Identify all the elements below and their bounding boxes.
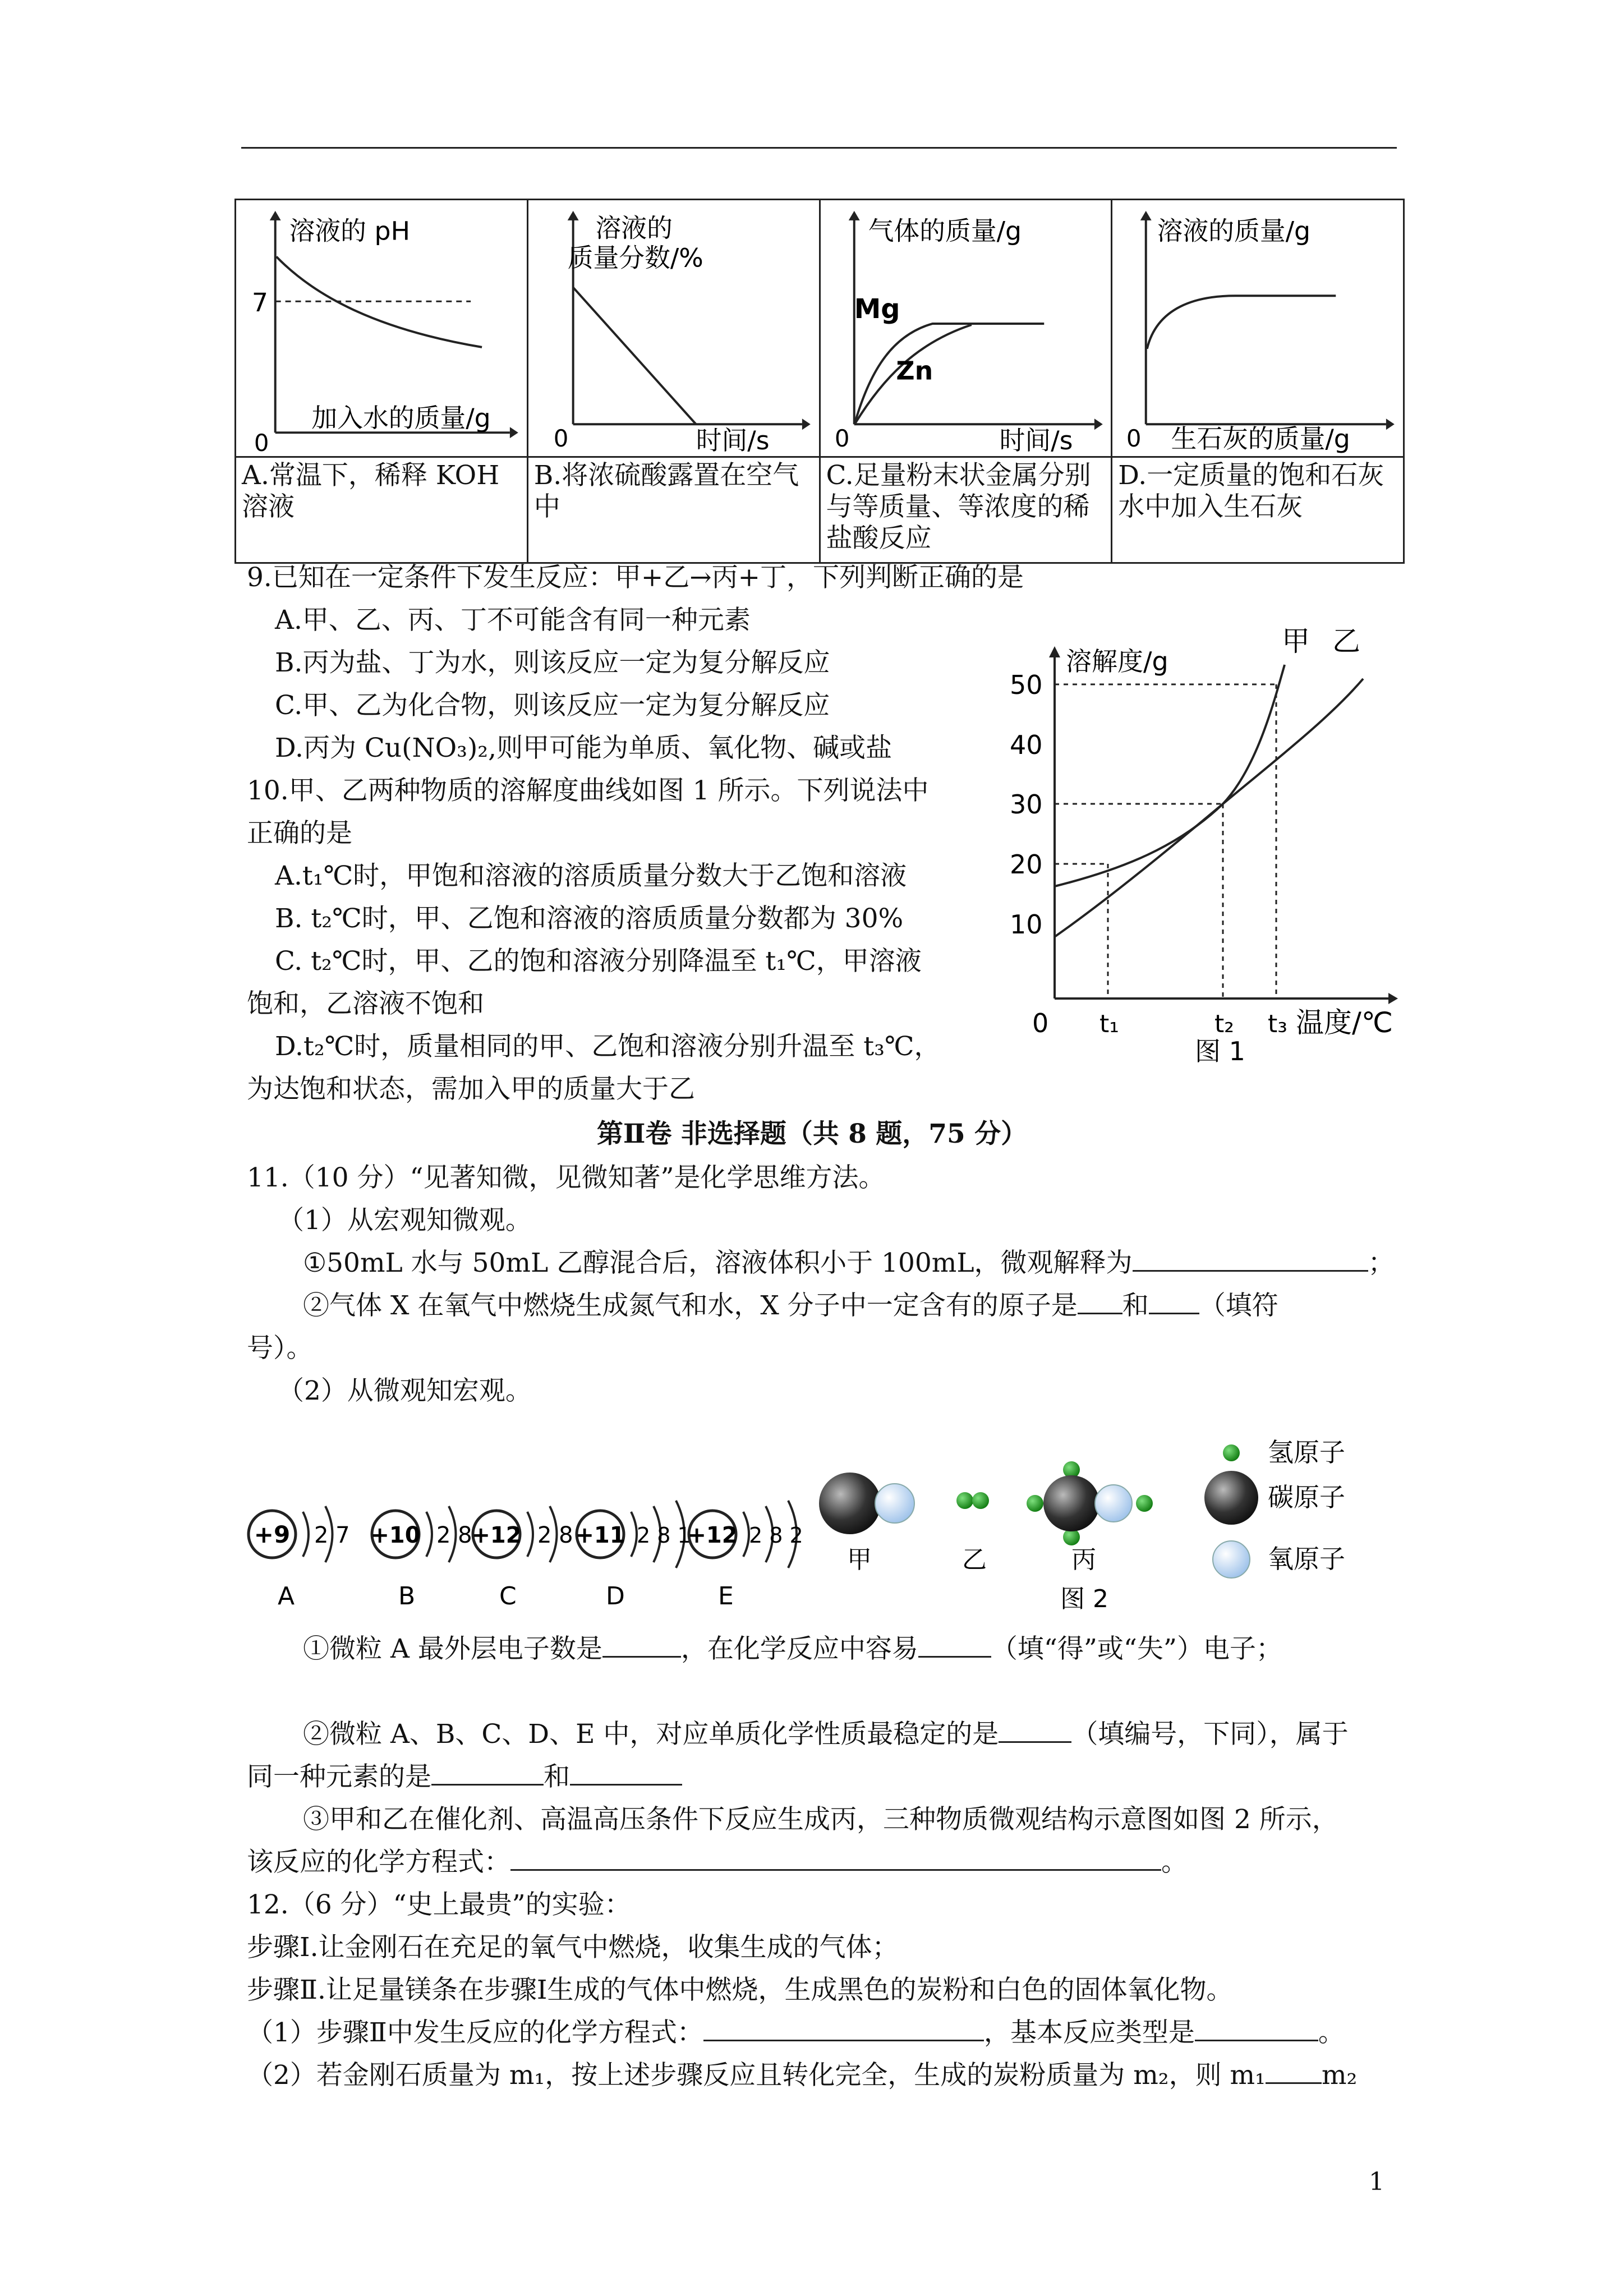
atom-structure-b bbox=[370, 1506, 472, 1611]
q11-blank-element1[interactable] bbox=[431, 1761, 544, 1786]
graph-d-ylabel: 溶液的质量/g bbox=[1157, 215, 1311, 246]
atom-d-shells: 2 8 1 bbox=[637, 1523, 691, 1548]
q12-stem: 12.（6 分）“史上最贵”的实验： bbox=[247, 1889, 631, 1920]
graph-a bbox=[236, 200, 527, 456]
graph-c-origin: 0 bbox=[834, 425, 849, 453]
q10-option-a: A.t₁℃时，甲饱和溶液的溶质质量分数大于乙饱和溶液 bbox=[275, 861, 907, 891]
figure-2 bbox=[241, 1425, 1408, 1627]
atom-b-label: B bbox=[398, 1582, 416, 1611]
molecule-bing-label: 丙 bbox=[1071, 1545, 1096, 1574]
q12-blank-reaction-type[interactable] bbox=[1195, 2017, 1318, 2041]
fig2-legend bbox=[1204, 1437, 1345, 1578]
fig1-series-jia: 甲 bbox=[1282, 625, 1310, 657]
q12-part2 bbox=[247, 2059, 1357, 2092]
fig1-ytick-30: 30 bbox=[1010, 789, 1043, 820]
q11-part2-2-line2 bbox=[247, 1760, 682, 1794]
curve-jia bbox=[1055, 665, 1285, 886]
q12-step2: 步骤Ⅱ.让足量镁条在步骤Ⅰ生成的气体中燃烧，生成黑色的炭粉和白色的固体氧化物。 bbox=[247, 1975, 1233, 2005]
q11-part2-2-mid: （填编号，下同），属于 bbox=[1071, 1719, 1349, 1750]
atom-b-shells: 2 8 bbox=[436, 1522, 472, 1548]
q12-part2-text: （2）若金刚石质量为 m₁，按上述步骤反应且转化完全，生成的炭粉质量为 m₂，则 m₁ bbox=[247, 2060, 1266, 2091]
atom-structure-a bbox=[249, 1506, 350, 1611]
graph-cell-c bbox=[820, 200, 1112, 457]
q12-part1-end: 。 bbox=[1318, 2017, 1345, 2048]
header-rule bbox=[241, 147, 1397, 149]
q11-part2: （2）从微观知宏观。 bbox=[278, 1375, 532, 1406]
q11-part2-1 bbox=[303, 1632, 1282, 1666]
figure-1-solubility-chart bbox=[999, 606, 1402, 1066]
graph-cell-d bbox=[1112, 200, 1404, 457]
graph-c-mg-label: Mg bbox=[854, 294, 900, 325]
graph-options-table bbox=[234, 199, 1405, 564]
graph-c-zn-label: Zn bbox=[895, 355, 933, 386]
fig2-caption: 图 2 bbox=[1060, 1585, 1108, 1613]
atom-structure-d bbox=[575, 1501, 691, 1611]
atom-d-nucleus: +11 bbox=[575, 1522, 625, 1548]
graph-b-origin: 0 bbox=[553, 425, 569, 453]
q11-part2-1-end: （填“得”或“失”）电子； bbox=[991, 1634, 1282, 1664]
q10-option-c-1: C. t₂℃时，甲、乙的饱和溶液分别降温至 t₁℃，甲溶液 bbox=[275, 946, 922, 977]
graph-b-ylabel-2: 质量分数/% bbox=[567, 242, 703, 273]
fig1-ylabel: 溶解度/g bbox=[1066, 646, 1168, 677]
fig1-origin: 0 bbox=[1032, 1008, 1049, 1038]
q11-part1-2 bbox=[303, 1289, 1278, 1323]
legend-oxygen: 氧原子 bbox=[1268, 1544, 1345, 1574]
q10-option-d-1: D.t₂℃时，质量相同的甲、乙饱和溶液分别升温至 t₃℃， bbox=[275, 1031, 941, 1062]
fig1-xtick-t1: t₁ bbox=[1099, 1010, 1119, 1038]
caption-d: D.一定质量的饱和石灰水中加入生石灰 bbox=[1112, 457, 1404, 563]
molecule-bing bbox=[1027, 1461, 1153, 1574]
q10-stem-2: 正确的是 bbox=[247, 818, 352, 849]
molecule-yi bbox=[956, 1492, 989, 1574]
fig1-xlabel: 温度/℃ bbox=[1296, 1006, 1393, 1039]
q11-part2-2-same: 同一种元素的是 bbox=[247, 1761, 431, 1792]
q11-part1-2-end: 号）。 bbox=[247, 1333, 313, 1364]
atom-d-label: D bbox=[606, 1582, 625, 1611]
q12-part1-mid: ，基本反应类型是 bbox=[983, 2017, 1195, 2048]
q11-stem: 11.（10 分）“见著知微，见微知著”是化学思维方法。 bbox=[247, 1162, 885, 1193]
atom-c-label: C bbox=[499, 1582, 517, 1611]
graph-d-origin: 0 bbox=[1126, 425, 1142, 453]
q11-part2-2-and: 和 bbox=[544, 1761, 570, 1792]
q11-part1-1-text: ①50mL 水与 50mL 乙醇混合后，溶液体积小于 100mL，微观解释为 bbox=[303, 1248, 1133, 1278]
atom-e-nucleus: +12 bbox=[687, 1522, 738, 1548]
fig1-xtick-t2: t₂ bbox=[1214, 1010, 1234, 1038]
q11-part1-2-and: 和 bbox=[1122, 1290, 1149, 1321]
caption-c: C.足量粉末状金属分别与等质量、等浓度的稀盐酸反应 bbox=[820, 457, 1112, 563]
atom-b-nucleus: +10 bbox=[370, 1522, 421, 1548]
q12-part1-text: （1）步骤Ⅱ中发生反应的化学方程式： bbox=[247, 2017, 703, 2048]
q9-stem: 9.已知在一定条件下发生反应：甲+乙→丙+丁，下列判断正确的是 bbox=[247, 562, 1024, 593]
q12-blank-compare[interactable] bbox=[1266, 2060, 1322, 2084]
q11-blank-stable[interactable] bbox=[999, 1719, 1071, 1743]
atom-a-nucleus: +9 bbox=[254, 1521, 291, 1548]
q11-part2-3: ③甲和乙在催化剂、高温高压条件下反应生成丙，三种物质微观结构示意图如图 2 所示， bbox=[303, 1804, 1338, 1835]
q11-part2-2-text: ②微粒 A、B、C、D、E 中，对应单质化学性质最稳定的是 bbox=[303, 1719, 999, 1750]
caption-b: B.将浓硫酸露置在空气中 bbox=[527, 457, 820, 563]
q11-blank-element2[interactable] bbox=[570, 1761, 682, 1786]
graph-a-ylabel: 溶液的 pH bbox=[289, 215, 411, 246]
q11-part1-2-hint: （填符 bbox=[1199, 1290, 1278, 1321]
q11-part1-1 bbox=[303, 1246, 1395, 1280]
curve-yi bbox=[1055, 679, 1363, 937]
q11-blank-gain-lose[interactable] bbox=[918, 1634, 991, 1658]
graph-c bbox=[821, 200, 1111, 456]
q11-part2-2 bbox=[303, 1718, 1349, 1751]
q11-part1: （1）从宏观知微观。 bbox=[278, 1205, 532, 1236]
molecule-jia bbox=[819, 1473, 914, 1574]
q9-option-a: A.甲、乙、丙、丁不可能含有同一种元素 bbox=[275, 605, 751, 636]
q10-option-d-2: 为达饱和状态，需加入甲的质量大于乙 bbox=[247, 1074, 695, 1105]
atom-c-nucleus: +12 bbox=[471, 1522, 522, 1548]
q11-part2-3-end: 。 bbox=[1161, 1847, 1188, 1878]
q10-option-b: B. t₂℃时，甲、乙饱和溶液的溶质质量分数都为 30% bbox=[275, 903, 904, 934]
molecule-yi-label: 乙 bbox=[962, 1545, 987, 1574]
q9-option-b: B.丙为盐、丁为水，则该反应一定为复分解反应 bbox=[275, 647, 830, 678]
atom-structure-c bbox=[471, 1506, 573, 1611]
atom-c-shells: 2 8 bbox=[537, 1522, 573, 1548]
graph-b bbox=[528, 200, 819, 456]
q10-stem-1: 10.甲、乙两种物质的溶解度曲线如图 1 所示。下列说法中 bbox=[247, 775, 929, 806]
graph-cell-a bbox=[236, 200, 528, 457]
legend-carbon: 碳原子 bbox=[1268, 1482, 1345, 1512]
molecule-jia-label: 甲 bbox=[847, 1545, 872, 1574]
q11-part2-3-line2 bbox=[247, 1846, 1188, 1879]
q11-part2-3-eq: 该反应的化学方程式： bbox=[247, 1847, 510, 1878]
graph-c-ylabel: 气体的质量/g bbox=[868, 215, 1022, 246]
fig1-caption: 图 1 bbox=[1195, 1036, 1245, 1066]
q11-part1-1-end: ； bbox=[1368, 1248, 1395, 1278]
graph-b-xlabel: 时间/s bbox=[696, 425, 770, 456]
graph-c-xlabel: 时间/s bbox=[999, 425, 1073, 456]
fig1-ytick-50: 50 bbox=[1010, 670, 1043, 700]
atom-e-label: E bbox=[718, 1582, 734, 1611]
section-heading: 第Ⅱ卷 非选择题（共 8 题，75 分） bbox=[596, 1119, 1028, 1149]
atom-a-label: A bbox=[278, 1582, 295, 1611]
graph-a-ph7: 7 bbox=[251, 287, 269, 318]
q11-blank-equation[interactable] bbox=[510, 1847, 1161, 1871]
q11-blank-electrons[interactable] bbox=[602, 1634, 681, 1658]
fig1-ytick-20: 20 bbox=[1010, 849, 1043, 880]
q9-option-c: C.甲、乙为化合物，则该反应一定为复分解反应 bbox=[275, 690, 830, 721]
q9-option-d: D.丙为 Cu(NO₃)₂,则甲可能为单质、氧化物、碱或盐 bbox=[275, 733, 892, 763]
fig1-ytick-10: 10 bbox=[1010, 909, 1043, 940]
q11-blank-atom1[interactable] bbox=[1078, 1290, 1122, 1314]
q12-step1: 步骤Ⅰ.让金刚石在充足的氧气中燃烧，收集生成的气体； bbox=[247, 1932, 899, 1963]
fig1-series-yi: 乙 bbox=[1332, 625, 1360, 657]
atom-structure-e bbox=[687, 1501, 803, 1611]
caption-a: A.常温下，稀释 KOH 溶液 bbox=[236, 457, 528, 563]
graph-d-xlabel: 生石灰的质量/g bbox=[1171, 424, 1351, 454]
page-number: 1 bbox=[1369, 2168, 1384, 2196]
legend-hydrogen: 氢原子 bbox=[1268, 1437, 1345, 1467]
q11-part2-1-mid: ，在化学反应中容易 bbox=[680, 1634, 918, 1664]
graph-a-origin: 0 bbox=[254, 429, 269, 456]
atom-e-shells: 2 8 2 bbox=[749, 1523, 803, 1548]
graph-cell-b bbox=[527, 200, 820, 457]
q12-part1 bbox=[247, 2016, 1345, 2050]
atom-a-shells: 2 7 bbox=[314, 1522, 350, 1548]
q11-part2-1-text: ①微粒 A 最外层电子数是 bbox=[303, 1634, 602, 1664]
q11-blank-explanation[interactable] bbox=[1133, 1248, 1368, 1272]
graph-a-xlabel: 加入水的质量/g bbox=[311, 403, 491, 434]
q11-part1-2-text: ②气体 X 在氧气中燃烧生成氮气和水，X 分子中一定含有的原子是 bbox=[303, 1290, 1078, 1321]
q11-blank-atom2[interactable] bbox=[1149, 1290, 1199, 1314]
q12-part2-end: m₂ bbox=[1321, 2060, 1358, 2091]
fig1-xtick-t3: t₃ bbox=[1268, 1010, 1287, 1038]
graph-b-ylabel-1: 溶液的 bbox=[595, 213, 673, 243]
graph-d bbox=[1112, 200, 1403, 456]
q10-option-c-2: 饱和，乙溶液不饱和 bbox=[247, 988, 484, 1019]
q12-blank-equation[interactable] bbox=[703, 2017, 984, 2041]
fig1-ytick-40: 40 bbox=[1010, 730, 1043, 760]
